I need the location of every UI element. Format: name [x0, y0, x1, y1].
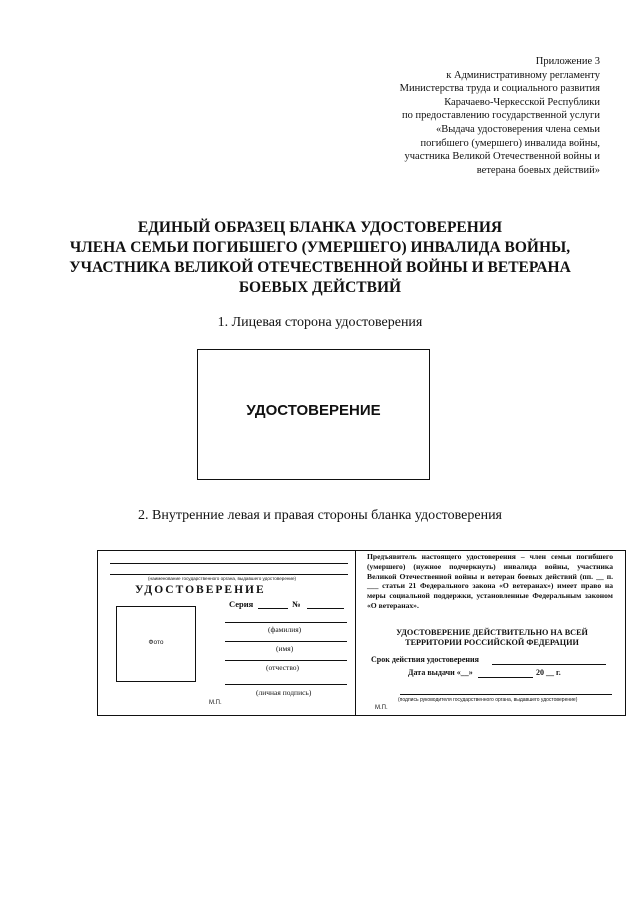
- year-label: 20 __ г.: [536, 668, 561, 677]
- right-paragraph: Предъявитель настоящего удостоверения – член семьи погибшего (умершего) (нужное подчеркнуть) инвалида войны, участника Великой Отечественной войны и ветеран боевых действий (пп. __ п. ___ статьи 21 Федерального закона «О ветеранах») имеет право на меры социальной поддержки, установленные Федеральным законом «О ветеранах».: [367, 552, 613, 610]
- org-line-2: [110, 574, 348, 575]
- annex-line: участника Великой Отечественной войны и: [404, 151, 600, 163]
- title-line: УЧАСТНИКА ВЕЛИКОЙ ОТЕЧЕСТВЕННОЙ ВОЙНЫ И ВЕТЕРАНА: [69, 259, 571, 276]
- series-line: [258, 608, 288, 609]
- spread-divider: [355, 550, 356, 716]
- signature-caption: (личная подпись): [256, 688, 312, 697]
- term-line: [492, 664, 606, 665]
- head-signature-caption: (подпись руководителя государственного органа, выдавшего удостоверение): [398, 697, 578, 703]
- name-caption: (имя): [276, 644, 294, 653]
- annex-line: Карачаево-Черкесской Республики: [444, 96, 600, 108]
- term-label: Срок действия удостоверения: [371, 655, 479, 664]
- photo-label: Фото: [148, 639, 164, 646]
- signature-line: [225, 684, 347, 685]
- right-stamp: М.П.: [375, 705, 388, 711]
- number-line: [307, 608, 344, 609]
- annex-line: Министерства труда и социального развития: [399, 83, 600, 95]
- surname-line: [225, 622, 347, 623]
- annex-line: погибшего (умершего) инвалида войны,: [420, 137, 600, 149]
- org-line-1: [110, 563, 348, 564]
- validity-line-1: УДОСТОВЕРЕНИЕ ДЕЙСТВИТЕЛЬНО НА ВСЕЙ: [396, 628, 588, 637]
- section-2-heading: 2. Внутренние левая и правая стороны бланка удостоверения: [137, 508, 502, 523]
- document-title: [0, 218, 640, 298]
- annex-line: к Административному регламенту: [446, 69, 600, 81]
- title-line: ЕДИНЫЙ ОБРАЗЕЦ БЛАНКА УДОСТОВЕРЕНИЯ: [137, 219, 503, 236]
- surname-caption: (фамилия): [268, 625, 302, 634]
- annex-line: «Выдача удостоверения члена семьи: [435, 123, 600, 135]
- left-title: УДОСТОВЕРЕНИЕ: [135, 584, 266, 596]
- validity-line-2: ТЕРРИТОРИИ РОССИЙСКОЙ ФЕДЕРАЦИИ: [405, 638, 579, 647]
- front-side-box: [197, 349, 430, 480]
- annex-line: по предоставлению государственной услуги: [402, 110, 600, 122]
- issue-label: Дата выдачи «__»: [408, 668, 473, 677]
- number-label: №: [292, 599, 301, 609]
- issue-month-line: [478, 677, 533, 678]
- front-title: УДОСТОВЕРЕНИЕ: [246, 402, 381, 419]
- photo-box: [116, 606, 196, 682]
- annex-line: Приложение 3: [535, 56, 600, 67]
- patronymic-line: [225, 660, 347, 661]
- annex-line: ветерана боевых действий»: [476, 164, 600, 176]
- org-caption: (наименование государственного органа, выдавшего удостоверение): [148, 576, 297, 581]
- patronymic-caption: (отчество): [266, 663, 300, 672]
- head-signature-line: [400, 694, 612, 695]
- validity-notice: [367, 628, 617, 648]
- series-label: Серия: [229, 599, 254, 609]
- title-line: ЧЛЕНА СЕМЬИ ПОГИБШЕГО (УМЕРШЕГО) ИНВАЛИДА ВОЙНЫ,: [69, 239, 571, 256]
- name-line: [225, 641, 347, 642]
- title-line: БОЕВЫХ ДЕЙСТВИЙ: [238, 279, 402, 296]
- section-1-heading: 1. Лицевая сторона удостоверения: [217, 315, 423, 330]
- annex-header: [300, 55, 600, 177]
- left-stamp: М.П.: [209, 700, 222, 706]
